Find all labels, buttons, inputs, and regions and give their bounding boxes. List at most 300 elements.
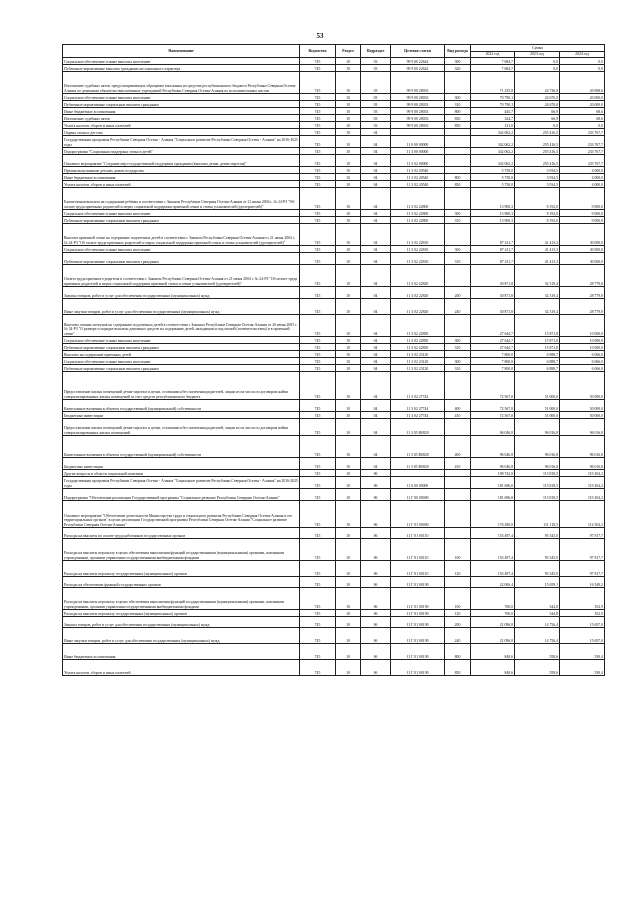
table-row [63, 458, 605, 470]
cell-name: Публичные нормативные социальные выплаты гражданам [63, 253, 300, 265]
cell-target-article: 99 9 00 28033 [391, 72, 445, 94]
cell-name: Публичные нормативные социальные выплаты гражданам [63, 365, 300, 372]
cell-2024: 119 204,2 [560, 489, 605, 501]
cell-expense-type: 100 [445, 588, 471, 610]
cell-vedomstvo: 745 [300, 337, 336, 344]
cell-razdel: 10 [336, 351, 361, 358]
cell-razdel: 10 [336, 588, 361, 610]
cell-razdel: 10 [336, 477, 361, 489]
table-row [63, 660, 605, 676]
cell-expense-type: 300 [445, 337, 471, 344]
cell-2023: 95 345,0 [515, 539, 560, 561]
cell-razdel: 10 [336, 58, 361, 65]
cell-name: Расходы на выплаты персоналу государственных (муниципальных) органов [63, 610, 300, 617]
cell-expense-type [445, 501, 471, 528]
table-row [63, 94, 605, 101]
cell-razdel: 10 [336, 617, 361, 628]
cell-expense-type [445, 188, 471, 210]
cell-2024: 96 016,8 [560, 458, 605, 470]
cell-2024: 539,4 [560, 660, 605, 676]
cell-target-article: 11 Г 01 00190 [391, 577, 445, 588]
cell-expense-type: 310 [445, 365, 471, 372]
cell-podrazdel: 04 [361, 265, 391, 287]
cell-podrazdel: 04 [361, 167, 391, 174]
cell-vedomstvo: 745 [300, 477, 336, 489]
cell-vedomstvo: 745 [300, 458, 336, 470]
cell-razdel: 10 [336, 539, 361, 561]
cell-podrazdel: 04 [361, 253, 391, 265]
header-name: Наименование [63, 45, 300, 58]
cell-2022: 342 062,2 [471, 136, 515, 148]
cell-2024: 233 767,7 [560, 129, 605, 136]
cell-vedomstvo: 745 [300, 167, 336, 174]
cell-podrazdel: 06 [361, 588, 391, 610]
cell-name: Социальное обеспечение и иные выплаты населению [63, 94, 300, 101]
cell-expense-type: 120 [445, 610, 471, 617]
cell-razdel: 10 [336, 224, 361, 246]
cell-2023: 24 670,0 [515, 94, 560, 101]
cell-2024: 30 000,0 [560, 246, 605, 253]
cell-target-article: 11 3 02 22820 [391, 265, 445, 287]
cell-podrazdel: 04 [361, 344, 391, 351]
cell-podrazdel: 06 [361, 489, 391, 501]
cell-razdel: 10 [336, 610, 361, 617]
cell-podrazdel: 04 [361, 337, 391, 344]
cell-expense-type: 120 [445, 561, 471, 577]
cell-target-article [391, 470, 445, 477]
cell-target-article: 11 Г 01 00190 [391, 660, 445, 676]
cell-name: Расходы на выплаты персоналу государственных (муниципальных) органов [63, 561, 300, 577]
cell-podrazdel: 04 [361, 419, 391, 436]
cell-name: Выплаты на содержание приемных детей [63, 351, 300, 358]
cell-2024: 0,0 [560, 58, 605, 65]
cell-podrazdel: 04 [361, 181, 391, 188]
cell-2022: 96 046,8 [471, 458, 515, 470]
cell-razdel: 10 [336, 101, 361, 108]
cell-podrazdel: 04 [361, 217, 391, 224]
cell-expense-type: 830 [445, 115, 471, 122]
cell-2024: 4 000,0 [560, 181, 605, 188]
cell-razdel: 10 [336, 470, 361, 477]
cell-name: Предоставление жилых помещений детям-сиротам и детям, оставшимся без попечения родителей, лицам из их числа по договорам найма специализированных жилых помещений [63, 419, 300, 436]
cell-vedomstvo: 745 [300, 65, 336, 72]
cell-razdel: 10 [336, 174, 361, 181]
cell-2023: 255 416,5 [515, 148, 560, 155]
cell-expense-type [445, 477, 471, 489]
cell-razdel: 10 [336, 400, 361, 412]
cell-name: Социальное обеспечение и иные выплаты населению [63, 246, 300, 253]
cell-vedomstvo: 745 [300, 365, 336, 372]
cell-expense-type: 240 [445, 628, 471, 644]
cell-podrazdel: 06 [361, 617, 391, 628]
cell-vedomstvo: 745 [300, 400, 336, 412]
cell-razdel: 10 [336, 217, 361, 224]
cell-2022: 72 567,0 [471, 412, 515, 419]
cell-expense-type: 200 [445, 287, 471, 299]
cell-name: Социальное обеспечение и иные выплаты населению [63, 58, 300, 65]
header-sum: Сумма [471, 45, 605, 52]
cell-2023: 41 413,3 [515, 224, 560, 246]
cell-vedomstvo: 745 [300, 315, 336, 337]
cell-name: Капитальные вложения в объекты государственной (муниципальной) собственности [63, 436, 300, 458]
table-row [63, 246, 605, 253]
cell-2022: 87 411,7 [471, 253, 515, 265]
cell-target-article: 99 9 00 28033 [391, 101, 445, 108]
cell-2022: 21 096,8 [471, 628, 515, 644]
cell-expense-type: 850 [445, 181, 471, 188]
header-year-2024: 2024 год [560, 51, 605, 58]
cell-2022: 153 497,4 [471, 539, 515, 561]
cell-target-article: 11 Г 01 00190 [391, 617, 445, 628]
cell-2022: 13 900,3 [471, 210, 515, 217]
cell-target-article: 11 3 02 22850 [391, 315, 445, 337]
cell-2023: 24 736,9 [515, 72, 560, 94]
cell-2022: 27 644,7 [471, 337, 515, 344]
cell-podrazdel: 06 [361, 577, 391, 588]
cell-expense-type [445, 72, 471, 94]
cell-expense-type [445, 136, 471, 148]
cell-2024: 15 657,0 [560, 628, 605, 644]
cell-target-article: 11 3 02 20540 [391, 167, 445, 174]
cell-2023: 95 345,0 [515, 561, 560, 577]
cell-razdel: 10 [336, 108, 361, 115]
cell-razdel: 10 [336, 253, 361, 265]
cell-podrazdel: 06 [361, 528, 391, 539]
cell-2022: 5 750,0 [471, 174, 515, 181]
cell-expense-type [445, 577, 471, 588]
cell-2022: 30 871,8 [471, 299, 515, 315]
cell-2022: 70 790,1 [471, 101, 515, 108]
cell-name: Иные бюджетные ассигнования [63, 644, 300, 660]
table-row [63, 265, 605, 287]
cell-vedomstvo: 745 [300, 58, 336, 65]
cell-2022: 700,0 [471, 610, 515, 617]
table-row [63, 174, 605, 181]
cell-podrazdel: 06 [361, 539, 391, 561]
table-row [63, 470, 605, 477]
cell-name: Бюджетные инвестиции [63, 412, 300, 419]
cell-expense-type [445, 167, 471, 174]
cell-target-article: 99 9 00 28033 [391, 122, 445, 129]
cell-target-article [391, 129, 445, 136]
cell-expense-type: 410 [445, 412, 471, 419]
cell-razdel: 10 [336, 122, 361, 129]
cell-target-article: 11 Г 01 00000 [391, 501, 445, 528]
cell-name: Ежемесячная выплата на содержание ребенка в соответствии с Законом Республики Северная Осетия-Алания от 21 июня 2004 г. № 24-РЗ "Об оплате труда приемных родителей и мерах социальной поддержки приемной семьи и семьи усыновителей (удочерителей)" [63, 188, 300, 210]
cell-2024: 6 066,0 [560, 351, 605, 358]
cell-name: Иные бюджетные ассигнования [63, 108, 300, 115]
cell-podrazdel: 06 [361, 628, 391, 644]
cell-2023: 32 319,4 [515, 299, 560, 315]
cell-razdel: 10 [336, 628, 361, 644]
cell-razdel: 10 [336, 337, 361, 344]
cell-vedomstvo: 745 [300, 539, 336, 561]
cell-podrazdel: 04 [361, 412, 391, 419]
cell-name: Расходы на выплаты по оплате труда работников государственных органов [63, 528, 300, 539]
table-row [63, 610, 605, 617]
table-row [63, 101, 605, 108]
cell-podrazdel: 04 [361, 365, 391, 372]
cell-2023: 96 016,8 [515, 419, 560, 436]
header-expense-type: Вид расхода [445, 45, 471, 58]
table-row [63, 351, 605, 358]
cell-target-article: 11 3 02 27744 [391, 372, 445, 400]
cell-razdel: 10 [336, 436, 361, 458]
cell-expense-type: 300 [445, 210, 471, 217]
table-row [63, 287, 605, 299]
cell-podrazdel: 03 [361, 108, 391, 115]
header-razdel: Раздел [336, 45, 361, 58]
cell-vedomstvo: 745 [300, 561, 336, 577]
cell-vedomstvo: 745 [300, 489, 336, 501]
table-row [63, 412, 605, 419]
cell-2022: 198 742,0 [471, 470, 515, 477]
cell-podrazdel: 03 [361, 101, 391, 108]
cell-2023: 32 319,4 [515, 265, 560, 287]
cell-2022: 87 411,7 [471, 246, 515, 253]
cell-vedomstvo: 745 [300, 436, 336, 458]
cell-name: Выплаты семьям опекунов на содержание подопечных детей в соответствии с Законом Республики Северная Осетия-Алания от 26 июня 2005 г. № 34-РЗ "О размере и порядке выплаты денежных средств на содержание детей, находящихся под опекой (попечительством) и в приемной семье" [63, 315, 300, 337]
cell-2023: 344,8 [515, 610, 560, 617]
cell-name: Оплата труда приемного родителя в соответствии с Законом Республики Северная Осетия-Алания от 21 июня 2004 г. № 24-РЗ "Об оплате труда приемных родителей и мерах социальной поддержки приемной семьи и семьи усыновителей (удочерителей)" [63, 265, 300, 287]
cell-target-article: 11 Г 00 00000 [391, 489, 445, 501]
cell-expense-type: 200 [445, 617, 471, 628]
cell-vedomstvo: 745 [300, 610, 336, 617]
cell-expense-type: 240 [445, 299, 471, 315]
cell-2022: 181 696,0 [471, 477, 515, 489]
cell-2024: 50 000,0 [560, 412, 605, 419]
cell-2023: 344,8 [515, 588, 560, 610]
cell-2024: 96 016,8 [560, 419, 605, 436]
cell-target-article: 11 3 02 20540 [391, 174, 445, 181]
cell-2023: 41 413,3 [515, 246, 560, 253]
cell-2023: 51 000,0 [515, 412, 560, 419]
cell-razdel: 10 [336, 210, 361, 217]
cell-vedomstvo: 745 [300, 265, 336, 287]
table-row [63, 617, 605, 628]
cell-target-article: 11 0 00 00000 [391, 136, 445, 148]
table-row [63, 108, 605, 115]
cell-target-article: 11 Г 01 00110 [391, 539, 445, 561]
cell-name: Иные закупки товаров, работ и услуг для обеспечения государственных (муниципальных) нужд [63, 628, 300, 644]
cell-podrazdel: 04 [361, 136, 391, 148]
cell-target-article: 11 Г 01 00110 [391, 528, 445, 539]
table-row [63, 561, 605, 577]
cell-2022: 13 900,3 [471, 188, 515, 210]
cell-name: Публичные нормативные выплаты гражданам несоциального характера [63, 65, 300, 72]
cell-name: Исполнение судебных актов [63, 115, 300, 122]
table-row [63, 65, 605, 72]
cell-name: Расходы на обеспечение функций государственных органов [63, 577, 300, 588]
cell-2024: 4 000,0 [560, 174, 605, 181]
cell-target-article: 11 3 02 22800 [391, 188, 445, 210]
cell-2024: 28 779,8 [560, 287, 605, 299]
cell-vedomstvo: 745 [300, 136, 336, 148]
cell-2022: 72 567,0 [471, 400, 515, 412]
cell-target-article: 11 3 05 R0820 [391, 419, 445, 436]
cell-podrazdel: 06 [361, 561, 391, 577]
cell-name: Публичные нормативные социальные выплаты гражданам [63, 217, 300, 224]
cell-vedomstvo: 745 [300, 358, 336, 365]
cell-vedomstvo: 745 [300, 217, 336, 224]
cell-2024: 10 000,0 [560, 315, 605, 337]
cell-2024: 15 657,0 [560, 617, 605, 628]
cell-target-article: 11 3 02 00000 [391, 155, 445, 167]
cell-2023: 8 192,0 [515, 210, 560, 217]
table-row [63, 628, 605, 644]
cell-2024: 20 000,0 [560, 101, 605, 108]
table-row [63, 224, 605, 246]
cell-2024: 233 767,7 [560, 148, 605, 155]
cell-2022: 30 871,8 [471, 287, 515, 299]
cell-podrazdel: 04 [361, 129, 391, 136]
cell-2022: 13 900,3 [471, 217, 515, 224]
cell-vedomstvo: 745 [300, 372, 336, 400]
cell-expense-type: 850 [445, 660, 471, 676]
cell-razdel: 10 [336, 148, 361, 155]
cell-name: Государственная программа Республики Северная Осетия - Алания "Социальное развитие Республики Северная Осетия - Алания" на 2016-2025 годы [63, 477, 300, 489]
cell-2023: 8 192,0 [515, 217, 560, 224]
table-row [63, 588, 605, 610]
cell-vedomstvo: 745 [300, 72, 336, 94]
page-number: 53 [316, 32, 324, 40]
cell-razdel: 10 [336, 115, 361, 122]
cell-target-article: 99 9 00 22642 [391, 65, 445, 72]
cell-name: Основное мероприятие "Создание мер государственной поддержки гражданам (выплаты детям, детям-сиротам)" [63, 155, 300, 167]
cell-expense-type: 400 [445, 400, 471, 412]
cell-2024: 10 000,0 [560, 344, 605, 351]
cell-razdel: 10 [336, 412, 361, 419]
cell-2023: 6 888,7 [515, 365, 560, 372]
cell-2022: 153 497,4 [471, 528, 515, 539]
cell-name: Социальное обеспечение и иные выплаты населению [63, 210, 300, 217]
cell-vedomstvo: 745 [300, 577, 336, 588]
cell-target-article: 11 3 00 00000 [391, 148, 445, 155]
cell-2022: 342 062,2 [471, 155, 515, 167]
header-year-2023: 2023 год [515, 51, 560, 58]
table-row [63, 72, 605, 94]
cell-podrazdel: 06 [361, 470, 391, 477]
cell-2023: 255 416,5 [515, 155, 560, 167]
cell-target-article: 99 9 00 28033 [391, 94, 445, 101]
cell-expense-type [445, 155, 471, 167]
cell-vedomstvo: 745 [300, 470, 336, 477]
cell-2023: 558,6 [515, 660, 560, 676]
cell-2022: 153 497,4 [471, 561, 515, 577]
cell-podrazdel: 06 [361, 644, 391, 660]
cell-2023: 255 416,5 [515, 136, 560, 148]
cell-target-article: 11 3 02 22850 [391, 337, 445, 344]
cell-target-article: 99 9 00 22642 [391, 58, 445, 65]
cell-2024: 114 504,2 [560, 501, 605, 528]
cell-2024: 28 779,8 [560, 299, 605, 315]
table-row [63, 337, 605, 344]
cell-razdel: 10 [336, 94, 361, 101]
cell-target-article: 11 3 02 22810 [391, 253, 445, 265]
cell-target-article: 11 3 02 22850 [391, 344, 445, 351]
cell-vedomstvo: 745 [300, 224, 336, 246]
cell-2022: 27 644,7 [471, 315, 515, 337]
header-year-2022: 2022 год [471, 51, 515, 58]
cell-razdel: 10 [336, 181, 361, 188]
cell-razdel: 10 [336, 246, 361, 253]
cell-podrazdel: 04 [361, 224, 391, 246]
cell-podrazdel: 04 [361, 436, 391, 458]
cell-razdel: 10 [336, 577, 361, 588]
cell-podrazdel: 06 [361, 660, 391, 676]
table-row [63, 372, 605, 400]
cell-expense-type: 310 [445, 101, 471, 108]
cell-name: Расходы на выплаты персоналу в целях обеспечения выполнения функций государственными (муниципальными) органами, казенными учреждениями, органами управления государственными внебюджетными фондами [63, 588, 300, 610]
cell-expense-type [445, 224, 471, 246]
cell-podrazdel: 06 [361, 610, 391, 617]
cell-name: Уплата налогов, сборов и иных платежей [63, 122, 300, 129]
cell-expense-type: 300 [445, 358, 471, 365]
cell-vedomstvo: 745 [300, 644, 336, 660]
cell-2024: 119 204,2 [560, 477, 605, 489]
cell-razdel: 10 [336, 501, 361, 528]
cell-name: Премия выпускникам детских домов государства [63, 167, 300, 174]
cell-2022: 27 644,7 [471, 344, 515, 351]
cell-2022: 7 800,0 [471, 365, 515, 372]
cell-target-article: 11 Г 01 00190 [391, 628, 445, 644]
cell-2023: 15 871,8 [515, 344, 560, 351]
cell-2022: 445,7 [471, 108, 515, 115]
cell-vedomstvo: 745 [300, 155, 336, 167]
cell-vedomstvo: 745 [300, 210, 336, 217]
cell-vedomstvo: 745 [300, 528, 336, 539]
cell-2022: 7 800,0 [471, 358, 515, 365]
cell-2024: 68,6 [560, 115, 605, 122]
cell-podrazdel: 04 [361, 174, 391, 181]
cell-name: Основное мероприятие "Обеспечение деятельности Министерства труда и социального развития Республики Северная Осетия-Алания и его территориальных органов" в целях реализации Государственной программы Республики Северная Осетия-Алания "Социальное развитие Республики Северная Осетия-Алания" [63, 501, 300, 528]
cell-name: Уплата налогов, сборов и иных платежей [63, 660, 300, 676]
table-row [63, 210, 605, 217]
cell-target-article: 11 3 02 20540 [391, 181, 445, 188]
cell-2023: 96 016,8 [515, 458, 560, 470]
cell-vedomstvo: 745 [300, 148, 336, 155]
cell-target-article: 11 3 02 22800 [391, 210, 445, 217]
cell-target-article: 11 3 02 23120 [391, 365, 445, 372]
cell-expense-type [445, 129, 471, 136]
cell-razdel: 10 [336, 167, 361, 174]
cell-podrazdel: 06 [361, 477, 391, 489]
cell-2022: 121,0 [471, 122, 515, 129]
cell-vedomstvo: 745 [300, 344, 336, 351]
cell-2024: 352,9 [560, 610, 605, 617]
cell-podrazdel: 04 [361, 315, 391, 337]
cell-target-article: 11 3 02 22800 [391, 217, 445, 224]
cell-2023: 32 319,4 [515, 287, 560, 299]
table-row [63, 489, 605, 501]
cell-2022: 72 567,0 [471, 372, 515, 400]
cell-2024: 68,6 [560, 108, 605, 115]
cell-2022: 7 684,7 [471, 65, 515, 72]
cell-podrazdel: 04 [361, 210, 391, 217]
cell-2022: 324,7 [471, 115, 515, 122]
cell-name: Другие вопросы в области социальной политики [63, 470, 300, 477]
cell-vedomstvo: 745 [300, 287, 336, 299]
cell-target-article: 11 Г 01 00190 [391, 610, 445, 617]
cell-target-article: 11 Г 01 00190 [391, 644, 445, 660]
table-row [63, 122, 605, 129]
cell-2024: 9 000,0 [560, 188, 605, 210]
cell-vedomstvo: 745 [300, 412, 336, 419]
cell-target-article: 11 3 05 R0820 [391, 436, 445, 458]
cell-expense-type: 800 [445, 174, 471, 181]
cell-2023: 95 345,0 [515, 528, 560, 539]
cell-2023: 51 000,0 [515, 400, 560, 412]
